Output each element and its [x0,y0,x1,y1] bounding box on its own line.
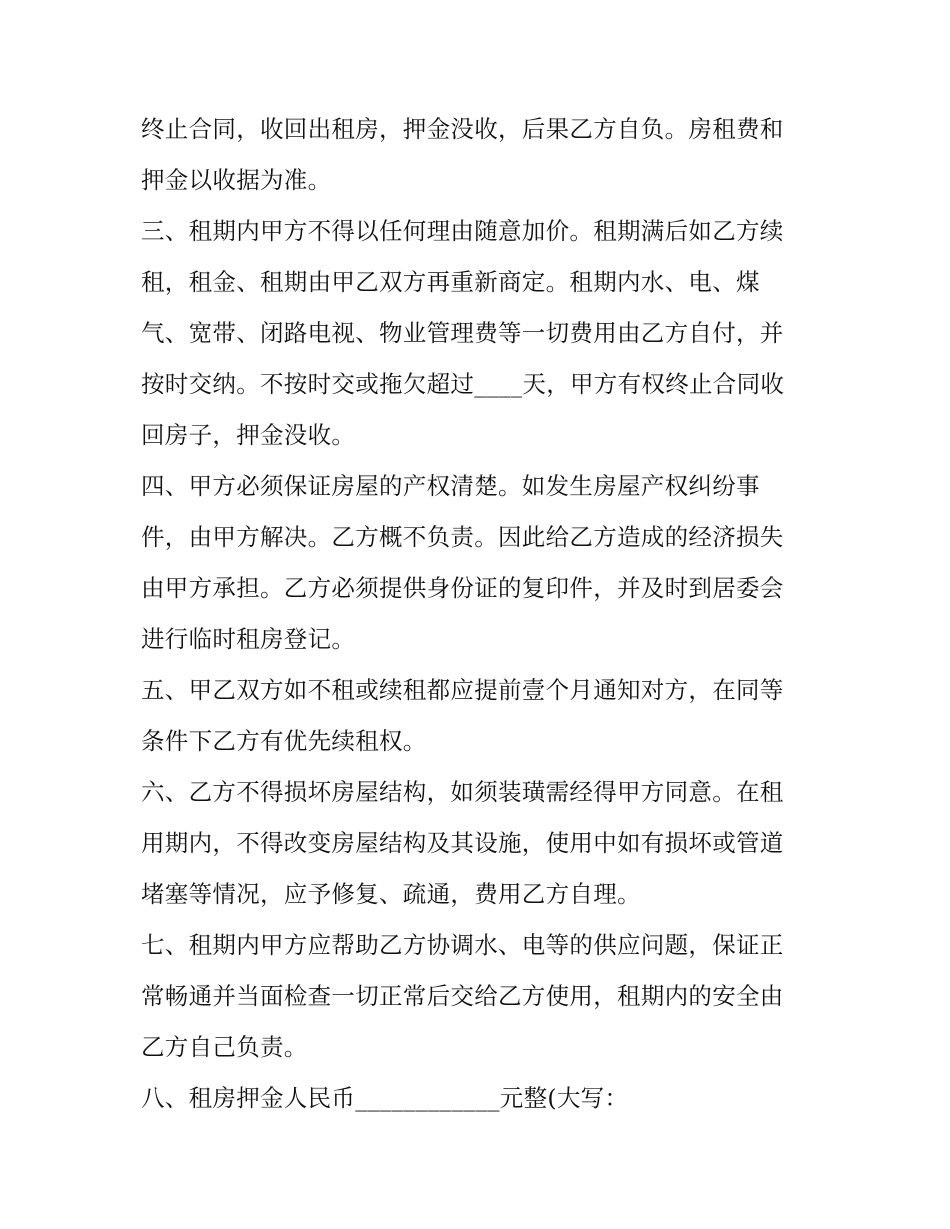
text-line: 用期内，不得改变房屋结构及其设施，使用中如有损坏或管道 [141,829,784,857]
text-line: 回房子，押金没收。 [141,421,356,449]
clause-8-line: 八、租房押金人民币____________元整(大写： [141,1084,629,1112]
clause-5-line: 五、甲乙双方如不租或续租都应提前壹个月通知对方，在同等 [141,676,784,704]
text-line: 租，租金、租期由甲乙双方再重新商定。租期内水、电、煤 [141,268,760,296]
text-line: 终止合同，收回出租房，押金没收，后果乙方自负。房租费和 [141,115,784,143]
text-line: 进行临时租房登记。 [141,625,356,653]
clause-7-line: 七、租期内甲方应帮助乙方协调水、电等的供应问题，保证正 [141,931,784,959]
text-line: 常畅通并当面检查一切正常后交给乙方使用，租期内的安全由 [141,982,784,1010]
text-line: 乙方自己负责。 [141,1033,308,1061]
text-line: 押金以收据为准。 [141,166,332,194]
text-line: 堵塞等情况，应予修复、疏通，费用乙方自理。 [141,880,641,908]
text-line: 由甲方承担。乙方必须提供身份证的复印件，并及时到居委会 [141,574,784,602]
text-line: 条件下乙方有优先续租权。 [141,727,427,755]
clause-4-line: 四、甲方必须保证房屋的产权清楚。如发生房屋产权纠纷事 [141,472,760,500]
text-line: 按时交纳。不按时交或拖欠超过____天，甲方有权终止合同收 [141,370,785,398]
clause-6-line: 六、乙方不得损坏房屋结构，如须装璜需经得甲方同意。在租 [141,778,784,806]
contract-text [141,104,821,1124]
clause-3-line: 三、租期内甲方不得以任何理由随意加价。租期满后如乙方续 [141,217,784,245]
text-line: 件，由甲方解决。乙方概不负责。因此给乙方造成的经济损失 [141,523,784,551]
text-line: 气、宽带、闭路电视、物业管理费等一切费用由乙方自付，并 [141,319,784,347]
